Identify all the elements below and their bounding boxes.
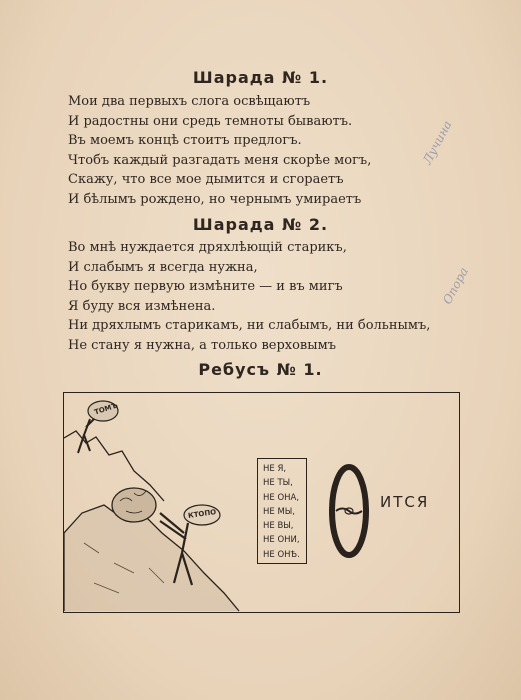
charade-1-line: И радостны они средь темноты бываютъ. xyxy=(68,113,353,129)
pronoun-line: НЕ ОНИ, xyxy=(263,535,300,546)
charade-1-line: Чтобъ каждый разгадать меня скорѣе могъ, xyxy=(68,152,372,168)
charade-2-line: И слабымъ я всегда нужна, xyxy=(68,259,258,275)
pronoun-line: НЕ ВЫ, xyxy=(263,521,294,532)
pronoun-line: НЕ ТЫ, xyxy=(263,478,293,489)
charade-2-line: Я буду вся измѣнена. xyxy=(68,298,216,314)
charade-1-text xyxy=(68,92,371,209)
charade-2-line: Не стану я нужна, а только верховымъ xyxy=(68,337,336,353)
rebus-suffix: ИТСЯ xyxy=(380,493,430,511)
charade-2-line: Ни дряхлымъ старикамъ, ни слабымъ, ни больнымъ, xyxy=(68,318,431,333)
charade-2-title: Шарада № 2. xyxy=(192,215,329,234)
rebus-illustration xyxy=(63,392,460,613)
pronoun-line: НЕ ОНѢ. xyxy=(263,549,300,560)
charade-1-title: Шарада № 1. xyxy=(192,68,329,87)
margin-note-1: Лучина xyxy=(420,118,455,167)
pronoun-box xyxy=(257,458,307,564)
margin-note-2: Опора xyxy=(440,264,471,307)
charade-2-line: Но букву первую измѣните — и въ мигъ xyxy=(68,279,343,294)
rebus-tag-top: ТОМЪ xyxy=(93,401,119,417)
pronoun-line: НЕ МЫ, xyxy=(263,506,295,517)
pronoun-line: НЕ ОНА, xyxy=(263,492,300,503)
charade-1-line: Мои два первыхъ слога освѣщаютъ xyxy=(68,94,311,109)
rebus-title: Ребусъ № 1. xyxy=(198,360,323,379)
charade-1-line: И бѣлымъ рождено, но чернымъ умираетъ xyxy=(68,191,362,207)
charade-2-line: Во мнѣ нуждается дряхлѣющій старикъ, xyxy=(68,240,347,255)
charade-2-text xyxy=(68,238,430,355)
rebus-tag-bottom: КТОПО xyxy=(187,508,217,520)
charade-1-line: Въ моемъ концѣ стоитъ предлогъ. xyxy=(68,133,302,148)
pronoun-line: НЕ Я, xyxy=(263,464,287,474)
charade-1-line: Скажу, что все мое дымится и сгораетъ xyxy=(68,172,344,187)
